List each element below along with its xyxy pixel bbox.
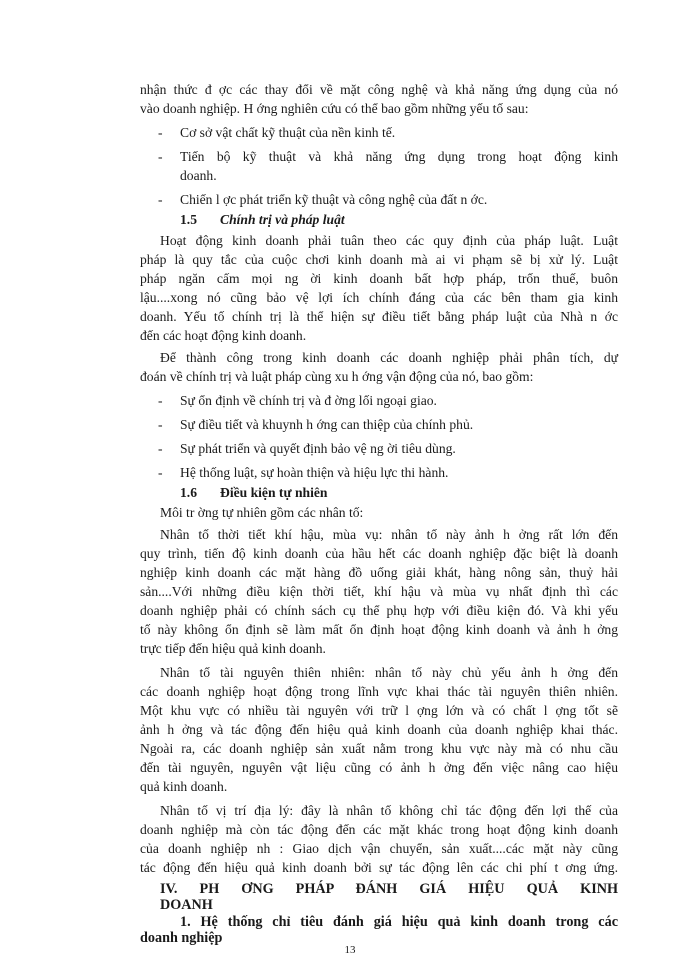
paragraph-line: Để thành công trong kinh doanh các doanh nghiệp phải phân tích, dự xyxy=(160,350,618,365)
paragraph-line: Ngoài ra, các doanh nghiệp sản xuất nằm trong khu vực này mà có nhu cầu xyxy=(140,741,618,756)
paragraph-line: Nhân tố tài nguyên thiên nhiên: nhân tố này chủ yếu ảnh h ởng đến xyxy=(160,665,618,680)
paragraph-line: Nhân tố thời tiết khí hậu, mùa vụ: nhân tố này ảnh h ởng rất lớn đến xyxy=(160,527,618,542)
bullet-dash-icon: - xyxy=(158,149,163,164)
paragraph-line: pháp là quy tắc của cuộc chơi kinh doanh mà ai vi phạm sẽ bị xử lý. Luật xyxy=(140,252,618,267)
bullet-dash-icon: - xyxy=(158,417,163,432)
page-number: 13 xyxy=(344,944,356,956)
paragraph-line: các doanh nghiệp hoạt động trong lĩnh vực khai thác tài nguyên thiên nhiên. xyxy=(140,684,618,699)
subsection-heading-continuation: doanh nghiệp xyxy=(140,930,223,946)
paragraph-line: ảnh h ởng và tác động đến hiệu quả kinh doanh của doanh nghiệp khai thác. xyxy=(140,722,618,737)
paragraph-line: đoán về chính trị và luật pháp cùng xu h ớng vận động của nó, bao gồm: xyxy=(140,369,534,384)
paragraph-line: đến tài nguyên, nguyên vật liệu cũng có ảnh h ởng đến việc nâng cao hiệu xyxy=(140,760,618,775)
paragraph-line: nghiệp kinh doanh các mặt hàng đồ uống giải khát, hàng nông sản, thuỷ hải xyxy=(140,565,618,580)
paragraph-line: Một khu vực có nhiều tài nguyên với trữ l ợng lớn và có chất l ợng tốt sẽ xyxy=(140,703,618,718)
paragraph-line: doanh. Yếu tố chính trị là thể hiện sự điều tiết bằng pháp luật của Nhà n ớc xyxy=(140,309,618,324)
paragraph-line: lậu....xong nó cũng bảo vệ lợi ích chính đáng của các bên tham gia kinh xyxy=(140,290,618,305)
subsection-heading: 1. Hệ thống chỉ tiêu đánh giá hiệu quả kinh doanh trong các xyxy=(180,914,618,930)
chapter-heading-continuation: DOANH xyxy=(160,897,213,913)
paragraph-line: doanh nghiệp phải có chính sách cụ thể phụ hợp với điều kiện đó. Và khi yếu xyxy=(140,603,618,618)
paragraph-line: của doanh nghiệp nh : Giao dịch vận chuyển, sản xuất....các mặt này cũng xyxy=(140,841,618,856)
bullet-dash-icon: - xyxy=(158,393,163,408)
paragraph-line: quả kinh doanh. xyxy=(140,779,228,794)
list-item: - Cơ sở vật chất kỹ thuật của nền kinh tế. xyxy=(158,125,396,140)
section-heading-1-5: 1.5 Chính trị và pháp luật xyxy=(180,212,345,227)
paragraph-line: Hoạt động kinh doanh phải tuân theo các quy định của pháp luật. Luật xyxy=(160,233,618,248)
paragraph-line: nhận thức đ ợc các thay đổi về mặt công nghệ và khả năng ứng dụng của nó xyxy=(140,82,618,97)
paragraph-line: Nhân tố vị trí địa lý: đây là nhân tố không chỉ tác động đến lợi thế của xyxy=(160,803,618,818)
paragraph-line: vào doanh nghiệp. H ớng nghiên cứu có thể bao gồm những yếu tố sau: xyxy=(140,101,529,116)
list-item: - Tiến bộ kỹ thuật và khả năng ứng dụng trong hoạt động kinh xyxy=(158,149,618,164)
paragraph-line: trực tiếp đến hiệu quả kinh doanh. xyxy=(140,641,326,656)
bullet-dash-icon: - xyxy=(158,125,163,140)
list-item: - Hệ thống luật, sự hoàn thiện và hiệu lực thi hành. xyxy=(158,465,449,480)
paragraph-line: Môi tr ờng tự nhiên gồm các nhân tố: xyxy=(160,505,364,520)
section-heading-1-6: 1.6 Điều kiện tự nhiên xyxy=(180,485,328,500)
paragraph-line: tố này không ổn định sẽ làm mất ổn định hoạt động kinh doanh và ảnh h ởng xyxy=(140,622,618,637)
paragraph-line: tác động đến hiệu quả kinh doanh bởi sự tác động lên các chi phí t ơng ứng. xyxy=(140,860,618,875)
paragraph-line: sản....Với những điều kiện thời tiết, khí hậu và mùa vụ nhất định thì các xyxy=(140,584,618,599)
paragraph-line: quy trình, tiến độ kinh doanh của hầu hết các doanh nghiệp đặc biệt là doanh xyxy=(140,546,618,561)
list-item: - Sự điều tiết và khuynh h ớng can thiệp của chính phủ. xyxy=(158,417,474,432)
list-item: - Chiến l ợc phát triển kỹ thuật và công nghệ của đất n ớc. xyxy=(158,192,488,207)
list-item: - Sự ổn định về chính trị và đ ờng lối ngoại giao. xyxy=(158,393,437,408)
list-item: - Sự phát triển và quyết định bảo vệ ng ời tiêu dùng. xyxy=(158,441,456,456)
bullet-dash-icon: - xyxy=(158,465,163,480)
chapter-heading: IV. PH ƠNG PHÁP ĐÁNH GIÁ HIỆU QUẢ KINH xyxy=(160,881,618,897)
paragraph-line: đến các hoạt động kinh doanh. xyxy=(140,328,307,343)
paragraph-line: pháp ngăn cấm mọi ng ời kinh doanh bất hợp pháp, trốn thuế, buôn xyxy=(140,271,618,286)
bullet-dash-icon: - xyxy=(158,441,163,456)
bullet-dash-icon: - xyxy=(158,192,163,207)
list-item-continuation: doanh. xyxy=(180,168,217,183)
paragraph-line: doanh nghiệp mà còn tác động đến các mặt khác trong hoạt động kinh doanh xyxy=(140,822,618,837)
